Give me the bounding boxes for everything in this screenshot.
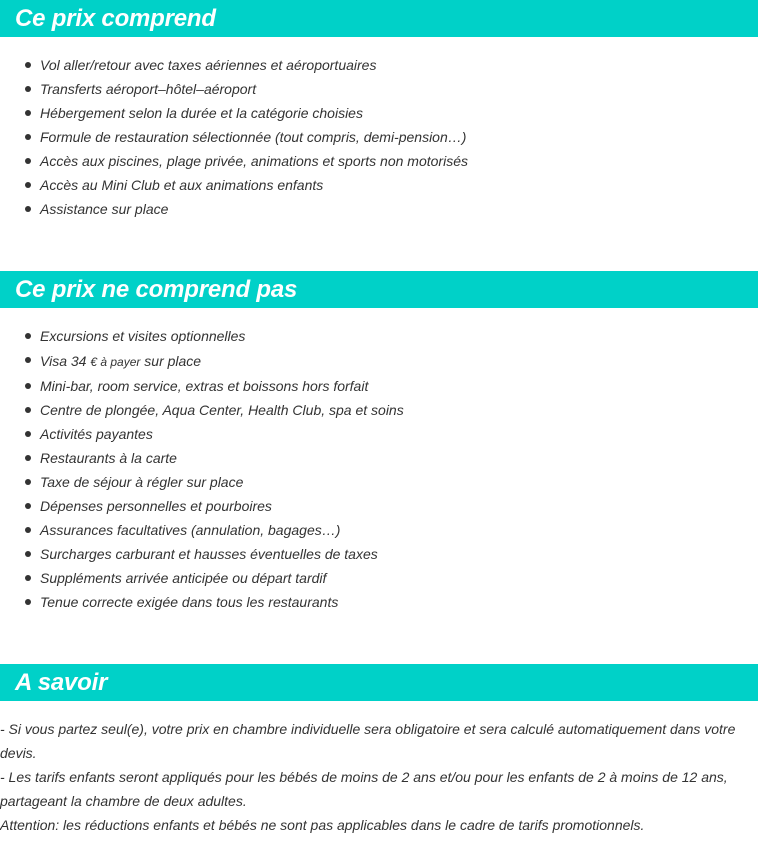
list-item: Accès au Mini Club et aux animations enfants bbox=[0, 173, 468, 197]
bullet-icon bbox=[25, 479, 31, 485]
bullet-icon bbox=[25, 503, 31, 509]
list-item: Mini-bar, room service, extras et boissons hors forfait bbox=[0, 374, 404, 398]
included-list bbox=[0, 53, 468, 221]
list-item: Restaurants à la carte bbox=[0, 446, 404, 470]
bullet-icon bbox=[25, 182, 31, 188]
list-item-visa: Visa 34 € à payer sur place bbox=[0, 348, 404, 374]
list-item: Activités payantes bbox=[0, 422, 404, 446]
bullet-icon bbox=[25, 599, 31, 605]
bullet-icon bbox=[25, 62, 31, 68]
list-item: Hébergement selon la durée et la catégorie choisies bbox=[0, 101, 468, 125]
list-item: Taxe de séjour à régler sur place bbox=[0, 470, 404, 494]
list-item: Excursions et visites optionnelles bbox=[0, 324, 404, 348]
info-paragraph: Attention: les réductions enfants et bébés ne sont pas applicables dans le cadre de tarifs promotionnels. bbox=[0, 817, 645, 833]
bullet-icon bbox=[25, 527, 31, 533]
list-item: Assurances facultatives (annulation, bagages…) bbox=[0, 518, 404, 542]
bullet-icon bbox=[25, 110, 31, 116]
info-paragraph: - Si vous partez seul(e), votre prix en chambre individuelle sera obligatoire et sera calculé automatiquement dans votre devis. bbox=[0, 721, 736, 761]
bullet-icon bbox=[25, 206, 31, 212]
list-item: Dépenses personnelles et pourboires bbox=[0, 494, 404, 518]
included-section-title: Ce prix comprend bbox=[0, 0, 758, 37]
list-item: Centre de plongée, Aqua Center, Health Club, spa et soins bbox=[0, 398, 404, 422]
list-item: Transferts aéroport–hôtel–aéroport bbox=[0, 77, 468, 101]
list-item: Suppléments arrivée anticipée ou départ tardif bbox=[0, 566, 404, 590]
list-item: Formule de restauration sélectionnée (tout compris, demi-pension…) bbox=[0, 125, 468, 149]
bullet-icon bbox=[25, 158, 31, 164]
bullet-icon bbox=[25, 333, 31, 339]
info-text-block bbox=[0, 717, 758, 837]
list-item: Assistance sur place bbox=[0, 197, 468, 221]
list-item: Surcharges carburant et hausses éventuelles de taxes bbox=[0, 542, 404, 566]
bullet-icon bbox=[25, 407, 31, 413]
not-included-section-title: Ce prix ne comprend pas bbox=[0, 271, 758, 308]
bullet-icon bbox=[25, 575, 31, 581]
bullet-icon bbox=[25, 383, 31, 389]
bullet-icon bbox=[25, 134, 31, 140]
bullet-icon bbox=[25, 551, 31, 557]
bullet-icon bbox=[25, 86, 31, 92]
bullet-icon bbox=[25, 357, 31, 363]
info-paragraph: - Les tarifs enfants seront appliqués pour les bébés de moins de 2 ans et/ou pour les enfants de 2 à moins de 12 ans, partageant la chambre de deux adultes. bbox=[0, 769, 728, 809]
list-item: Accès aux piscines, plage privée, animations et sports non motorisés bbox=[0, 149, 468, 173]
bullet-icon bbox=[25, 431, 31, 437]
info-section-title: A savoir bbox=[0, 664, 758, 701]
list-item: Tenue correcte exigée dans tous les restaurants bbox=[0, 590, 404, 614]
list-item: Vol aller/retour avec taxes aériennes et aéroportuaires bbox=[0, 53, 468, 77]
not-included-list bbox=[0, 324, 404, 614]
bullet-icon bbox=[25, 455, 31, 461]
